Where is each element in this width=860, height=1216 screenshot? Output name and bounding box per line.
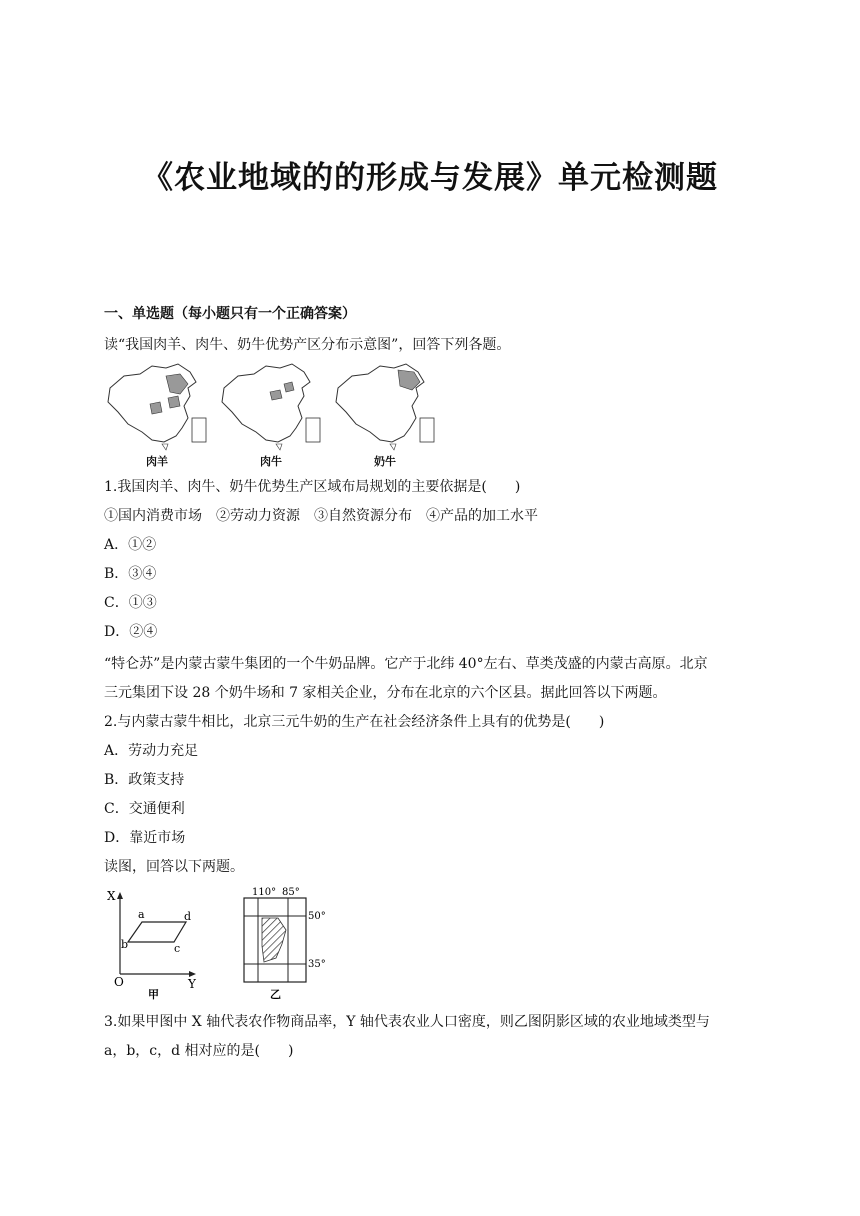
map-caption-dairy: 奶牛 [374,455,396,468]
point-a-label: a [138,908,145,921]
question-2-option-d: D．靠近市场 [104,830,186,846]
section-heading: 一、单选题（每小题只有一个正确答案） [104,306,356,322]
question-2-stem: 2.与内蒙古蒙牛相比，北京三元牛奶的生产在社会经济条件上具有的优势是( ) [104,714,605,730]
figure-jia-caption: 甲 [148,988,159,1001]
figure-yi [238,886,338,1002]
question-3-stem-line-2: a，b，c，d 相对应的是( ) [104,1043,294,1059]
map-dairy [336,364,434,450]
intro-text: 读“我国肉羊、肉牛、奶牛优势产区分布示意图”，回答下列各题。 [104,337,511,353]
question-2-option-a: A．劳动力充足 [104,743,199,759]
question-1-items: ①国内消费市场 ②劳动力资源 ③自然资源分布 ④产品的加工水平 [104,508,538,524]
origin-label: O [114,975,124,989]
point-c-label: c [174,942,181,955]
question-2-option-b: B．政策支持 [104,772,185,788]
point-b-label: b [121,938,129,951]
intro-text-3: 读图，回答以下两题。 [104,859,244,875]
question-2-option-c: C．交通便利 [104,801,185,817]
question-1-option-d: D．②④ [104,624,158,640]
figure-jia [104,886,204,1002]
longitude-label-110: 110° [252,887,277,898]
question-1-stem: 1.我国肉羊、肉牛、奶牛优势生产区域布局规划的主要依据是( ) [104,479,521,495]
point-d-label: d [184,910,192,923]
china-maps-figure [104,362,444,470]
page-title: 《农业地域的的形成与发展》单元检测题 [142,160,718,196]
figure-yi-caption: 乙 [270,988,281,1001]
question-1-option-a: A．①② [104,537,157,553]
map-beef [222,364,320,450]
question-3-stem-line-1: 3.如果甲图中 X 轴代表农作物商品率，Y 轴代表农业人口密度，则乙图阴影区域的农业地域类型与 [104,1014,710,1030]
map-caption-beef: 肉牛 [260,455,282,468]
question-1-option-b: B．③④ [104,566,157,582]
axis-y-label: Y [188,977,196,991]
question-1-option-c: C．①③ [104,595,157,611]
latitude-label-35: 35° [308,959,326,970]
axis-x-label: X [107,889,116,903]
latitude-label-50: 50° [308,911,326,922]
map-caption-mutton: 肉羊 [146,455,168,468]
passage-2-line-2: 三元集团下设 28 个奶牛场和 7 家相关企业，分布在北京的六个区县。据此回答以下两题。 [104,685,667,701]
passage-2-line-1: “特仑苏”是内蒙古蒙牛集团的一个牛奶品牌。它产于北纬 40°左右、草类茂盛的内蒙古高原。北京 [104,656,708,672]
longitude-label-85: 85° [282,887,300,898]
map-mutton [108,364,206,450]
